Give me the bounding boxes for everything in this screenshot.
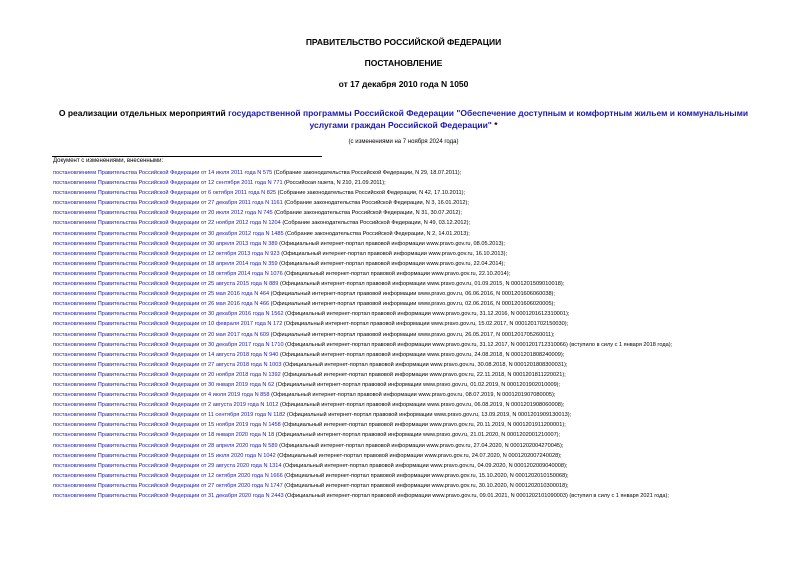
amendment-item xyxy=(38,168,778,178)
amendment-link[interactable]: постановлением Правительства Российской Федерации от 28 апреля 2020 года N 589 xyxy=(53,442,278,449)
amendment-item xyxy=(38,309,778,319)
amendment-item xyxy=(38,178,778,188)
amendment-item xyxy=(38,188,778,198)
amendment-source: (Официальный интернет-портал правовой информации www.pravo.gov.ru, 30.10.2020, N 0001202010300018); xyxy=(282,482,569,489)
amendment-link[interactable]: постановлением Правительства Российской Федерации от 2 августа 2019 года N 1012 xyxy=(53,402,279,409)
amendment-item xyxy=(38,461,778,471)
amendment-item xyxy=(38,208,778,218)
amendment-source: (Собрание законодательства Российской Федерации, N 49, 03.12.2012); xyxy=(280,220,471,227)
amendment-item xyxy=(38,430,778,440)
amendment-link[interactable]: постановлением Правительства Российской Федерации от 18 января 2020 года N 18 xyxy=(53,432,275,439)
amendment-item xyxy=(38,360,778,370)
amendment-item xyxy=(38,471,778,481)
amendment-link[interactable]: постановлением Правительства Российской Федерации от 12 октября 2013 года N 923 xyxy=(53,250,280,257)
amendment-source: (Официальный интернет-портал правовой информации www.pravo.gov.ru, 24.07.2020, N 0001202007240028); xyxy=(275,452,562,459)
amendment-source: (Официальный интернет-портал правовой информации www.pravo.gov.ru, 20.11.2019, N 0001201911200001); xyxy=(280,422,566,429)
amendment-source: (Официальный интернет-портал правовой информации www.pravo.gov.ru, 24.08.2018, N 0001201808240009); xyxy=(278,351,565,358)
amendment-source: (Официальный интернет-портал правовой информации www.pravo.gov.ru, 22.10.2014); xyxy=(282,270,511,277)
subject-prefix: О реализации отдельных мероприятий xyxy=(58,108,229,118)
amendment-source: (Официальный интернет-портал правовой информации www.pravo.gov.ru, 13.09.2019, N 0001201909130013); xyxy=(285,412,572,419)
amendment-source: (Официальный интернет-портал правовой информации www.pravo.gov.ru, 21.01.2020, N 0001202001210007); xyxy=(274,432,561,439)
amendment-item xyxy=(38,269,778,279)
amendment-item xyxy=(38,279,778,289)
amendment-source: (Официальный интернет-портал правовой информации www.pravo.gov.ru, 16.10.2013); xyxy=(279,250,508,257)
amendment-link[interactable]: постановлением Правительства Российской Федерации от 30 декабря 2017 года N 1710 xyxy=(53,341,284,348)
document-type: ПОСТАНОВЛЕНИЕ xyxy=(364,58,443,68)
amendment-item xyxy=(38,350,778,360)
amendment-item xyxy=(38,340,778,350)
amendment-link[interactable]: постановлением Правительства Российской Федерации от 26 мая 2016 года N 466 xyxy=(53,301,270,308)
amendment-item xyxy=(38,198,778,208)
amendment-item xyxy=(38,370,778,380)
amendment-link[interactable]: постановлением Правительства Российской Федерации от 18 октября 2014 года N 1076 xyxy=(53,270,283,277)
amendment-source: (Официальный интернет-портал правовой информации www.pravo.gov.ru, 30.08.2018, N 0001201808300031); xyxy=(281,361,568,368)
amendment-source: (Официальный интернет-портал правовой информации www.pravo.gov.ru, 06.08.2019, N 0001201908060008); xyxy=(278,402,565,409)
divider xyxy=(52,156,322,157)
changes-note: (с изменениями на 7 ноября 2024 года) xyxy=(348,139,459,145)
amendment-source: (Российская газета, N 210, 21.09.2011); xyxy=(282,180,386,187)
amendment-link[interactable]: постановлением Правительства Российской Федерации от 15 июля 2020 года N 1042 xyxy=(53,452,276,459)
subject-program-link[interactable]: государственной программы Российской Федерации "Обеспечение доступным и комфортным жильем и коммунальными услугами граждан Российской Федерации" xyxy=(228,108,749,130)
amendment-link[interactable]: постановлением Правительства Российской Федерации от 25 мая 2016 года N 464 xyxy=(53,291,270,298)
amendment-source: (Собрание законодательства Российской Федерации, N 42, 17.10.2011); xyxy=(276,190,465,197)
amendment-item xyxy=(38,491,778,501)
amendment-item xyxy=(38,400,778,410)
document-date-number: от 17 декабря 2010 года N 1050 xyxy=(338,79,469,89)
amendment-link[interactable]: постановлением Правительства Российской Федерации от 30 декабря 2016 года N 1562 xyxy=(53,311,284,318)
amendment-source: (Официальный интернет-портал правовой информации www.pravo.gov.ru, 22.11.2018, N 0001201811220021); xyxy=(280,371,566,378)
amendment-source: (Официальный интернет-портал правовой информации www.pravo.gov.ru, 08.05.2013); xyxy=(277,240,505,247)
amendment-source: (Официальный интернет-портал правовой информации www.pravo.gov.ru, 01.09.2015, N 0001201509010018); xyxy=(278,281,565,288)
document-subject xyxy=(40,107,767,131)
amendment-link[interactable]: постановлением Правительства Российской Федерации от 27 августа 2018 года N 1003 xyxy=(53,361,282,368)
government-title: ПРАВИТЕЛЬСТВО РОССИЙСКОЙ ФЕДЕРАЦИИ xyxy=(305,37,502,47)
amendment-source: (Официальный интернет-портал правовой информации www.pravo.gov.ru, 26.05.2017, N 0001201705260011); xyxy=(269,331,555,338)
amendment-link[interactable]: постановлением Правительства Российской Федерации от 11 сентября 2019 года N 1182 xyxy=(53,412,286,419)
amendment-item xyxy=(38,289,778,299)
amendment-source: (Официальный интернет-портал правовой информации www.pravo.gov.ru, 15.10.2020, N 0001202010150068); xyxy=(282,472,569,479)
amendment-source: (Официальный интернет-портал правовой информации www.pravo.gov.ru, 04.09.2020, N 0001202009040008); xyxy=(281,462,568,469)
amendment-source: (Официальный интернет-портал правовой информации www.pravo.gov.ru, 09.01.2021, N 0001202101090003) (вступил в силу с 1 января 2021 года); xyxy=(283,493,669,499)
amendment-source: (Официальный интернет-портал правовой информации www.pravo.gov.ru, 08.07.2019, N 0001201907080005); xyxy=(269,392,556,399)
amendment-source: (Официальный интернет-портал правовой информации www.pravo.gov.ru, 27.04.2020, N 0001202004270045); xyxy=(277,442,564,449)
amendment-link[interactable]: постановлением Правительства Российской Федерации от 20 ноября 2018 года N 1392 xyxy=(53,371,281,378)
amendment-link[interactable]: постановлением Правительства Российской Федерации от 12 сентября 2011 года N 771 xyxy=(53,180,283,187)
amendment-source: (Собрание законодательства Российской Федерации, N 3, 16.01.2012); xyxy=(282,200,469,207)
amendment-link[interactable]: постановлением Правительства Российской Федерации от 30 января 2019 года N 62 xyxy=(53,381,275,388)
amendment-item xyxy=(38,229,778,239)
amendment-link[interactable]: постановлением Правительства Российской Федерации от 30 апреля 2013 года N 389 xyxy=(53,240,278,247)
amendment-link[interactable]: постановлением Правительства Российской Федерации от 15 ноября 2019 года N 1458 xyxy=(53,422,281,429)
amendment-link[interactable]: постановлением Правительства Российской Федерации от 12 октября 2020 года N 1666 xyxy=(53,472,283,479)
amendment-source: (Официальный интернет-портал правовой информации www.pravo.gov.ru, 02.06.2016, N 0001201606020005); xyxy=(269,301,555,308)
amendment-item xyxy=(38,319,778,329)
amendment-link[interactable]: постановлением Правительства Российской Федерации от 14 августа 2018 года N 940 xyxy=(53,351,279,358)
amendment-source: (Собрание законодательства Российской Федерации, N 2, 14.01.2013); xyxy=(283,230,470,237)
amendment-link[interactable]: постановлением Правительства Российской Федерации от 27 декабря 2011 года N 1161 xyxy=(53,200,283,207)
amendment-source: (Официальный интернет-портал правовой информации www.pravo.gov.ru, 01.02.2019, N 0001201902010009); xyxy=(274,381,561,388)
amendment-item xyxy=(38,299,778,309)
amendment-link[interactable]: постановлением Правительства Российской Федерации от 20 мая 2017 года N 609 xyxy=(53,331,270,338)
amendment-link[interactable]: постановлением Правительства Российской Федерации от 22 ноября 2012 года N 1204 xyxy=(53,220,281,227)
amendment-item xyxy=(38,259,778,269)
amendment-link[interactable]: постановлением Правительства Российской Федерации от 6 октября 2011 года N 825 xyxy=(53,190,277,197)
amendment-link[interactable]: постановлением Правительства Российской Федерации от 25 августа 2015 года N 889 xyxy=(53,281,279,288)
amendment-link[interactable]: постановлением Правительства Российской Федерации от 18 апреля 2014 года N 359 xyxy=(53,260,278,267)
amendment-link[interactable]: постановлением Правительства Российской Федерации от 14 июля 2011 года N 575 xyxy=(53,170,273,176)
amendment-link[interactable]: постановлением Правительства Российской Федерации от 31 декабря 2020 года N 2443 xyxy=(53,493,284,499)
amendment-item xyxy=(38,390,778,400)
amendment-item xyxy=(38,380,778,390)
amendment-link[interactable]: постановлением Правительства Российской Федерации от 30 декабря 2012 года N 1485 xyxy=(53,230,284,237)
amendment-link[interactable]: постановлением Правительства Российской Федерации от 20 июля 2012 года N 745 xyxy=(53,210,273,217)
amendment-source: (Собрание законодательства Российской Федерации, N 31, 30.07.2012); xyxy=(272,210,462,217)
amendment-link[interactable]: постановлением Правительства Российской Федерации от 10 февраля 2017 года N 172 xyxy=(53,321,283,328)
doc-changes-label: Документ с изменениями, внесенными: xyxy=(53,158,164,164)
amendment-item xyxy=(38,441,778,451)
amendment-item xyxy=(38,410,778,420)
amendment-source: (Официальный интернет-портал правовой информации www.pravo.gov.ru, 22.04.2014); xyxy=(277,260,505,267)
amendment-source: (Официальный интернет-портал правовой информации www.pravo.gov.ru, 31.12.2017, N 0001201712310066) (вступило в силу с 1 января 2018 года); xyxy=(283,341,673,348)
amendment-item xyxy=(38,481,778,491)
amendments-list xyxy=(38,168,778,501)
amendment-item xyxy=(38,218,778,228)
subject-suffix: * xyxy=(491,120,498,130)
amendment-source: (Официальный интернет-портал правовой информации www.pravo.gov.ru, 15.02.2017, N 0001201702150030); xyxy=(282,321,569,328)
amendment-item xyxy=(38,451,778,461)
amendment-source: (Официальный интернет-портал правовой информации www.pravo.gov.ru, 06.06.2016, N 0001201606060038); xyxy=(269,291,555,298)
amendment-source: (Собрание законодательства Российской Федерации, N 29, 18.07.2011); xyxy=(272,170,462,176)
amendment-item xyxy=(38,249,778,259)
amendment-item xyxy=(38,420,778,430)
amendment-source: (Официальный интернет-портал правовой информации www.pravo.gov.ru, 31.12.2016, N 0001201612310001); xyxy=(283,311,570,318)
amendment-link[interactable]: постановлением Правительства Российской Федерации от 29 августа 2020 года N 1314 xyxy=(53,462,282,469)
amendment-link[interactable]: постановлением Правительства Российской Федерации от 4 июля 2019 года N 858 xyxy=(53,392,270,399)
amendment-item xyxy=(38,330,778,340)
amendment-link[interactable]: постановлением Правительства Российской Федерации от 27 октября 2020 года N 1747 xyxy=(53,482,283,489)
amendment-item xyxy=(38,239,778,249)
